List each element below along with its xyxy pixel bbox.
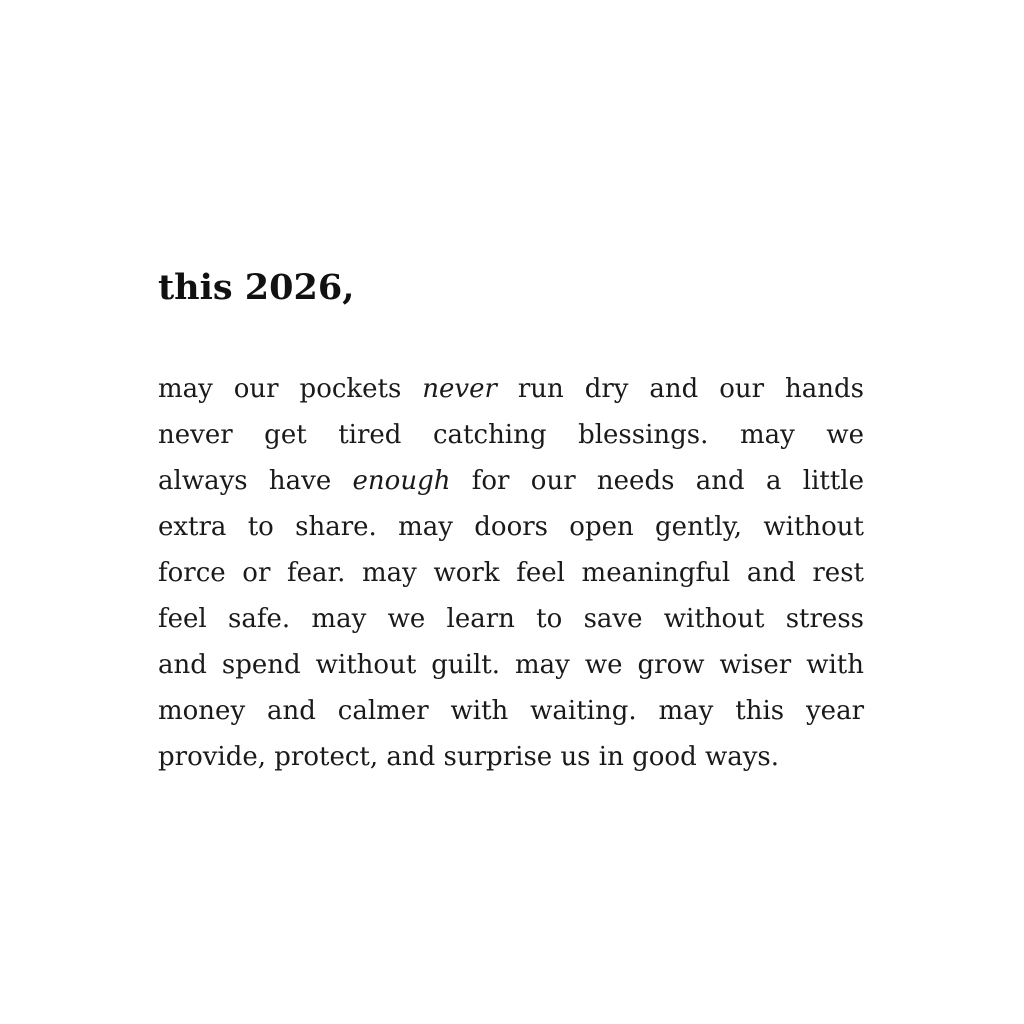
poem-line [158, 504, 864, 550]
poem-line-text: may our pockets [158, 374, 423, 404]
poem-line [158, 596, 864, 642]
poem-line-text: for our needs and a little [450, 466, 864, 496]
page-title: this 2026, [158, 267, 355, 308]
poem-line-text: run dry and our hands [496, 374, 864, 404]
poem-line-emphasis: never [422, 374, 497, 404]
poem-line-text: force or fear. may work feel meaningful and rest [158, 558, 864, 588]
poem-line [158, 458, 864, 504]
poem-line-text: always have [158, 466, 353, 496]
poem-line [158, 550, 864, 596]
poem-line-text: and spend without guilt. may we grow wiser with [158, 650, 864, 680]
poem-line-text: feel safe. may we learn to save without stress [158, 604, 864, 634]
poem-line [158, 642, 864, 688]
poem-line [158, 734, 864, 780]
poem-line [158, 366, 864, 412]
poem-line [158, 688, 864, 734]
poem-line-text: never get tired catching blessings. may we [158, 420, 864, 450]
poem-line-emphasis: enough [352, 466, 451, 496]
poem-line-text: provide, protect, and surprise us in good ways. [158, 742, 780, 772]
poem-body [158, 366, 864, 780]
poem-line [158, 412, 864, 458]
poem-line-text: extra to share. may doors open gently, without [158, 512, 864, 542]
poem-line-text: money and calmer with waiting. may this year [158, 696, 864, 726]
